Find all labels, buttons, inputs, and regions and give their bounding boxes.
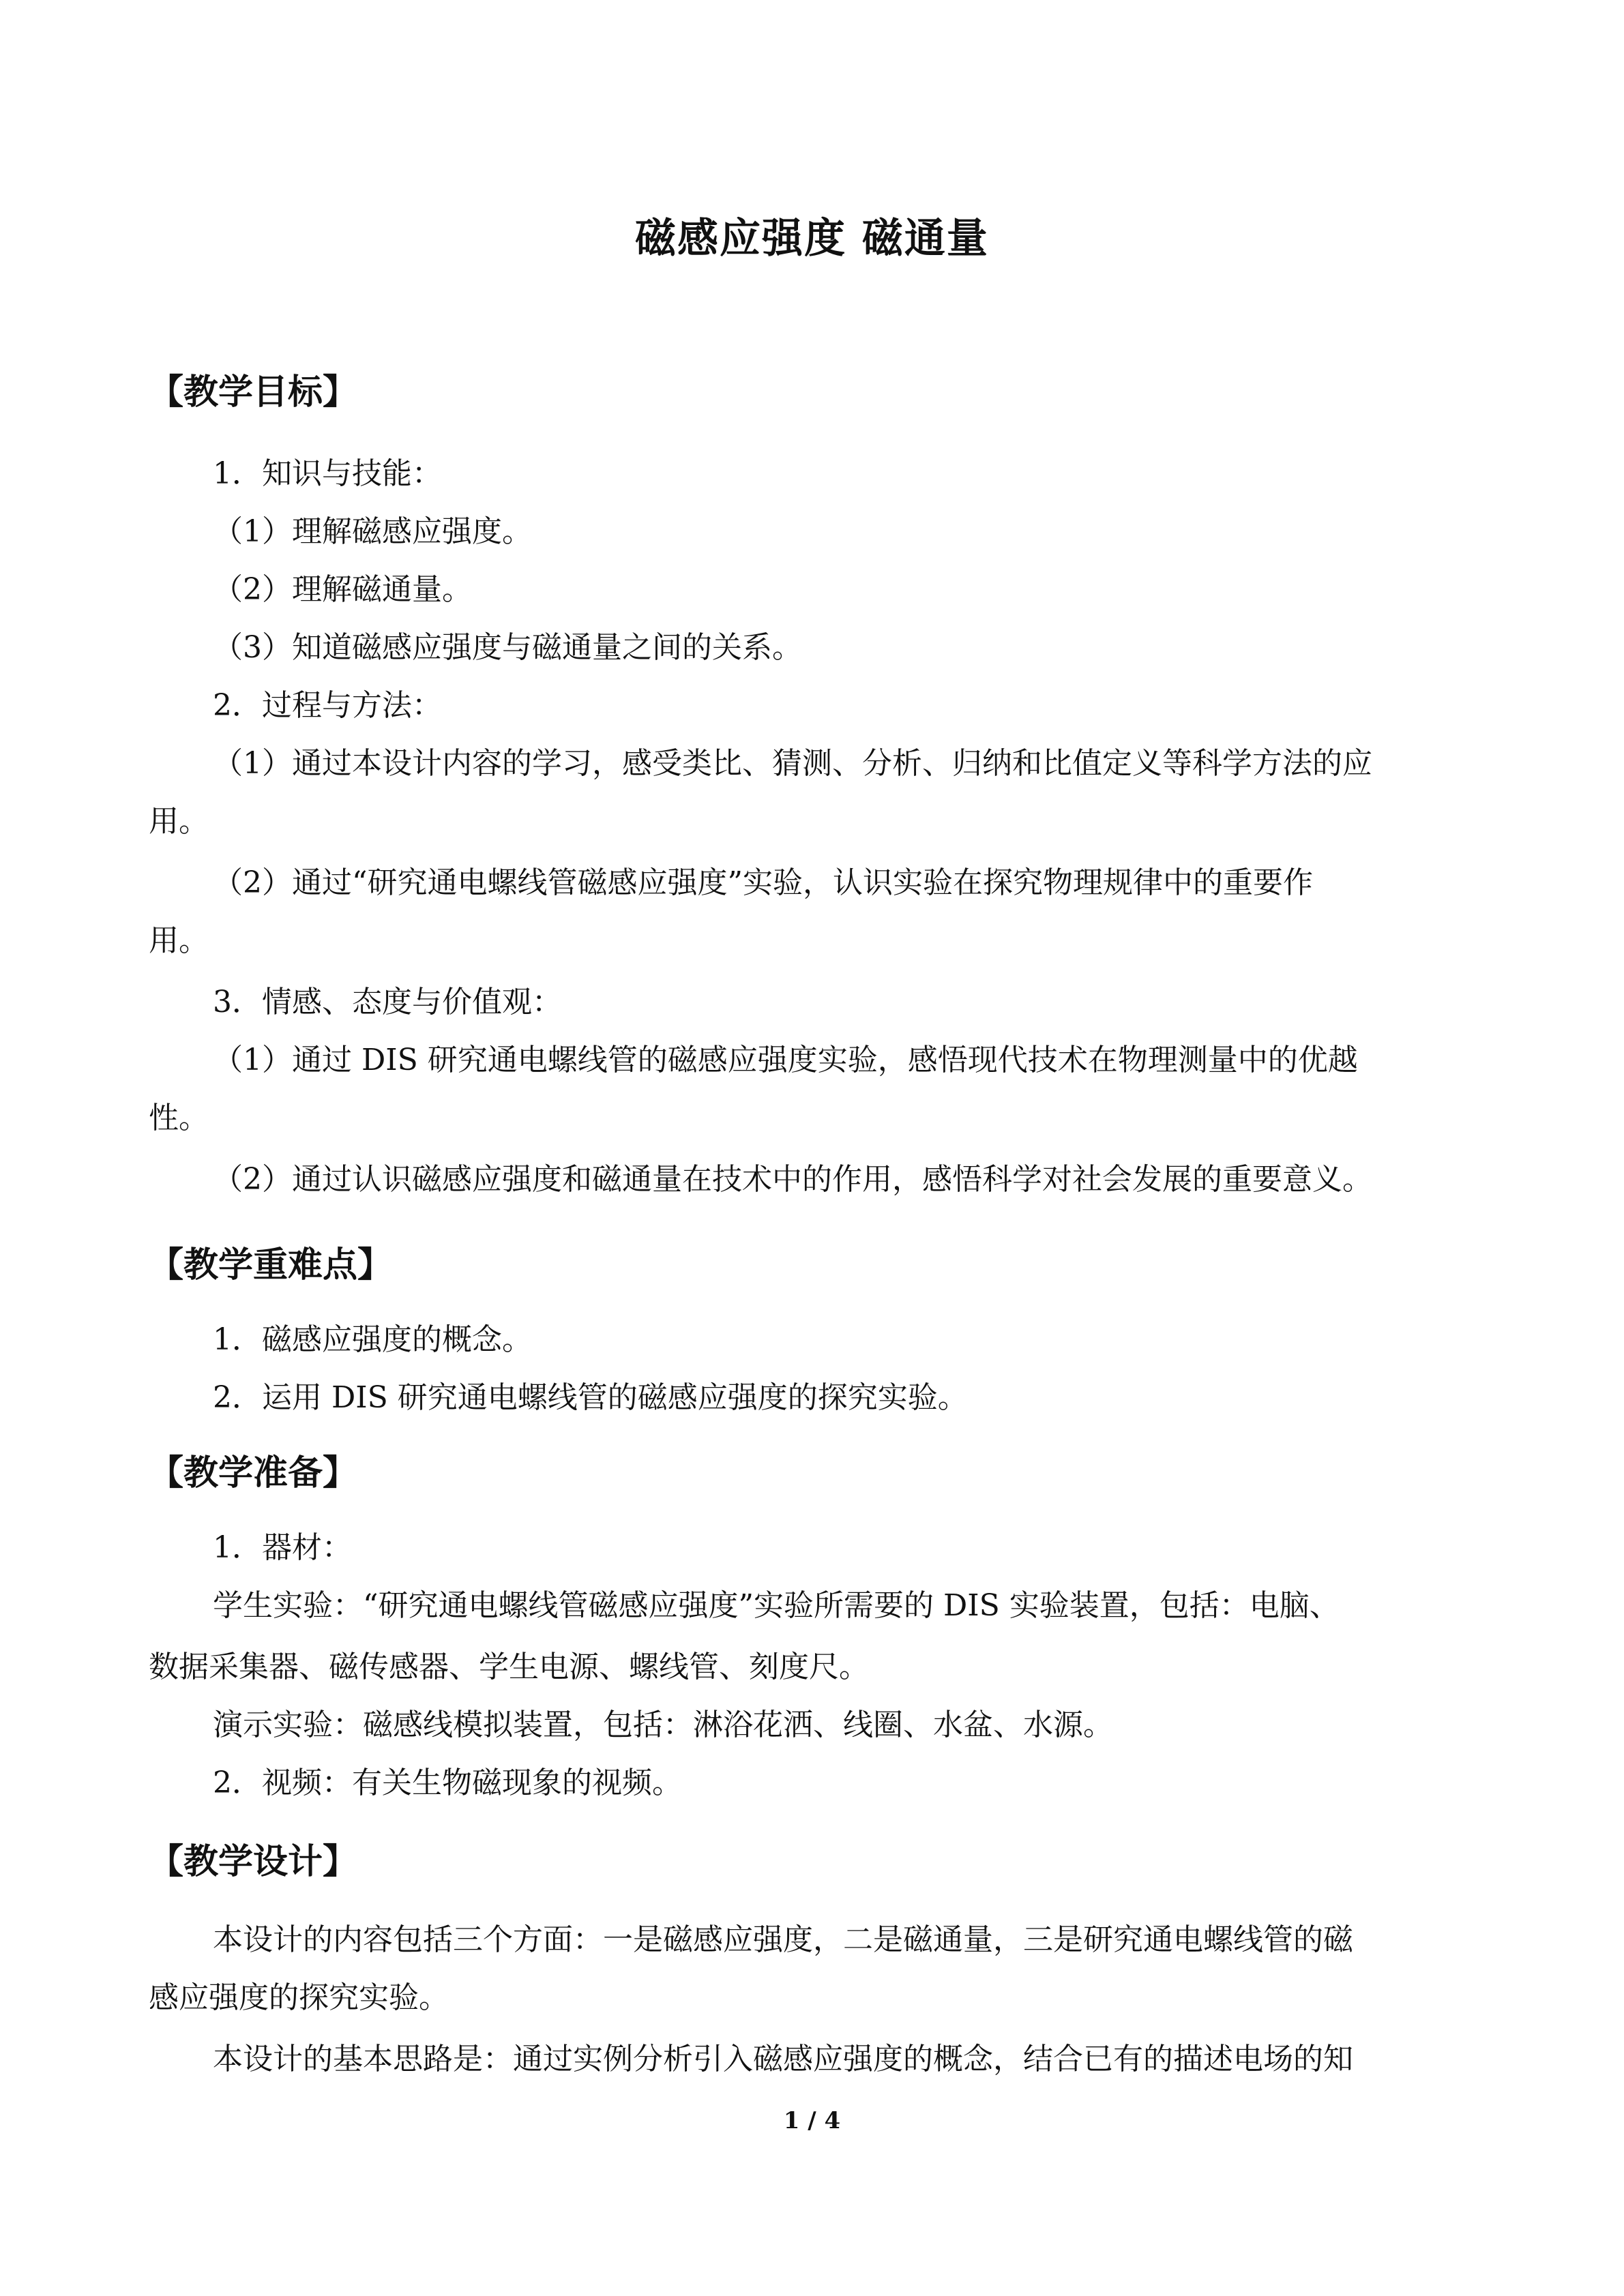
paragraph-line: （1）通过本设计内容的学习，感受类比、猜测、分析、归纳和比值定义等科学方法的应 bbox=[213, 746, 1372, 781]
paragraph-line: 用。 bbox=[149, 923, 209, 958]
paragraph-line: （2）通过认识磁感应强度和磁通量在技术中的作用，感悟科学对社会发展的重要意义。 bbox=[213, 1162, 1372, 1197]
paragraph-line: （1）通过 DIS 研究通电螺线管的磁感应强度实验，感悟现代技术在物理测量中的优越 bbox=[213, 1043, 1358, 1077]
paragraph-line: 2．视频：有关生物磁现象的视频。 bbox=[213, 1765, 682, 1800]
paragraph-line: 本设计的基本思路是：通过实例分析引入磁感应强度的概念，结合已有的描述电场的知 bbox=[213, 2042, 1353, 2076]
paragraph-line: （2）理解磁通量。 bbox=[213, 572, 472, 607]
paragraph-line: （1）理解磁感应强度。 bbox=[213, 514, 532, 549]
paragraph-line: 本设计的内容包括三个方面：一是磁感应强度，二是磁通量，三是研究通电螺线管的磁 bbox=[213, 1922, 1353, 1957]
paragraph-line: 3．情感、态度与价值观： bbox=[213, 985, 562, 1019]
paragraph-line: 数据采集器、磁传感器、学生电源、螺线管、刻度尺。 bbox=[149, 1650, 869, 1684]
paragraph-line: 1．知识与技能： bbox=[213, 456, 442, 491]
section-heading-objectives: 【教学目标】 bbox=[149, 372, 358, 413]
paragraph-line: （3）知道磁感应强度与磁通量之间的关系。 bbox=[213, 630, 802, 665]
paragraph-line: 2．过程与方法： bbox=[213, 688, 442, 723]
paragraph-line: 1．磁感应强度的概念。 bbox=[213, 1322, 532, 1357]
section-heading-preparation: 【教学准备】 bbox=[149, 1452, 358, 1493]
paragraph-line: 演示实验：磁感线模拟装置，包括：淋浴花洒、线圈、水盆、水源。 bbox=[213, 1708, 1113, 1742]
paragraph-line: 学生实验：“研究通电螺线管磁感应强度”实验所需要的 DIS 实验装置，包括：电脑、 bbox=[213, 1588, 1340, 1623]
page-number: 1 / 4 bbox=[783, 2107, 841, 2134]
section-heading-keypoints: 【教学重难点】 bbox=[149, 1244, 393, 1285]
paragraph-line: 2．运用 DIS 研究通电螺线管的磁感应强度的探究实验。 bbox=[213, 1380, 968, 1415]
paragraph-line: 感应强度的探究实验。 bbox=[149, 1980, 449, 2015]
paragraph-line: 1．器材： bbox=[213, 1530, 352, 1565]
page-title: 磁感应强度 磁通量 bbox=[635, 215, 989, 263]
paragraph-line: 性。 bbox=[149, 1101, 209, 1135]
paragraph-line: （2）通过“研究通电螺线管磁感应强度”实验，认识实验在探究物理规律中的重要作 bbox=[213, 865, 1313, 900]
paragraph-line: 用。 bbox=[149, 804, 209, 839]
section-heading-design: 【教学设计】 bbox=[149, 1841, 358, 1882]
